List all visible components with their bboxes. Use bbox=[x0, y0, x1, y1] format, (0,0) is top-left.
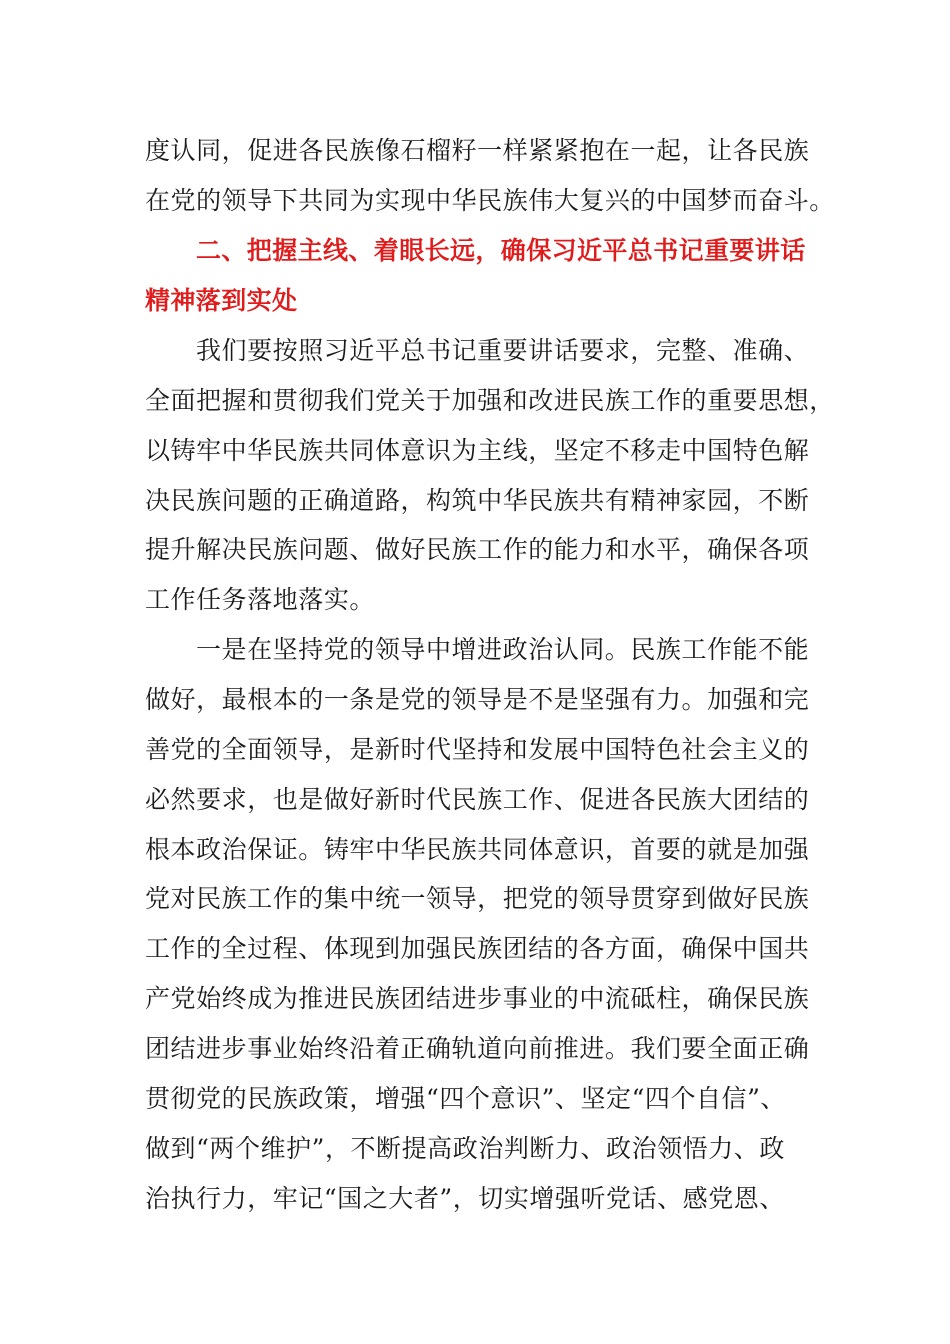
text-line: 我们要按照习近平总书记重要讲话要求，完整、准确、 bbox=[196, 336, 810, 365]
text-line: 在党的领导下共同为实现中华民族伟大复兴的中国梦而奋斗。 bbox=[145, 186, 835, 215]
text-line: 工作任务落地落实。 bbox=[145, 585, 375, 614]
text-line: 产党始终成为推进民族团结进步事业的中流砥柱，确保民族 bbox=[145, 984, 810, 1013]
section-heading-line: 精神落到实处 bbox=[145, 286, 298, 315]
text-line: 全面把握和贯彻我们党关于加强和改进民族工作的重要思想， bbox=[145, 386, 835, 415]
text-line: 根本政治保证。铸牢中华民族共同体意识，首要的就是加强 bbox=[145, 835, 810, 864]
text-line: 一是在坚持党的领导中增进政治认同。民族工作能不能 bbox=[196, 635, 810, 664]
text-line: 工作的全过程、体现到加强民族团结的各方面，确保中国共 bbox=[145, 934, 810, 963]
text-line: 贯彻党的民族政策，增强“四个意识”、坚定“四个自信”、 bbox=[145, 1084, 786, 1113]
text-line: 治执行力，牢记“国之大者”，切实增强听党话、感党恩、 bbox=[145, 1184, 785, 1213]
text-line: 提升解决民族问题、做好民族工作的能力和水平，确保各项 bbox=[145, 535, 810, 564]
section-heading-line: 二、把握主线、着眼长远，确保习近平总书记重要讲话 bbox=[196, 236, 806, 265]
text-line: 决民族问题的正确道路，构筑中华民族共有精神家园，不断 bbox=[145, 486, 810, 515]
text-line: 做到“两个维护”，不断提高政治判断力、政治领悟力、政 bbox=[145, 1134, 785, 1163]
text-line: 度认同，促进各民族像石榴籽一样紧紧抱在一起，让各民族 bbox=[145, 136, 810, 165]
text-line: 以铸牢中华民族共同体意识为主线，坚定不移走中国特色解 bbox=[145, 436, 810, 465]
text-line: 做好，最根本的一条是党的领导是不是坚强有力。加强和完 bbox=[145, 685, 810, 714]
text-line: 团结进步事业始终沿着正确轨道向前推进。我们要全面正确 bbox=[145, 1034, 810, 1063]
text-line: 善党的全面领导，是新时代坚持和发展中国特色社会主义的 bbox=[145, 735, 810, 764]
text-line: 必然要求，也是做好新时代民族工作、促进各民族大团结的 bbox=[145, 785, 810, 814]
text-line: 党对民族工作的集中统一领导，把党的领导贯穿到做好民族 bbox=[145, 884, 810, 913]
